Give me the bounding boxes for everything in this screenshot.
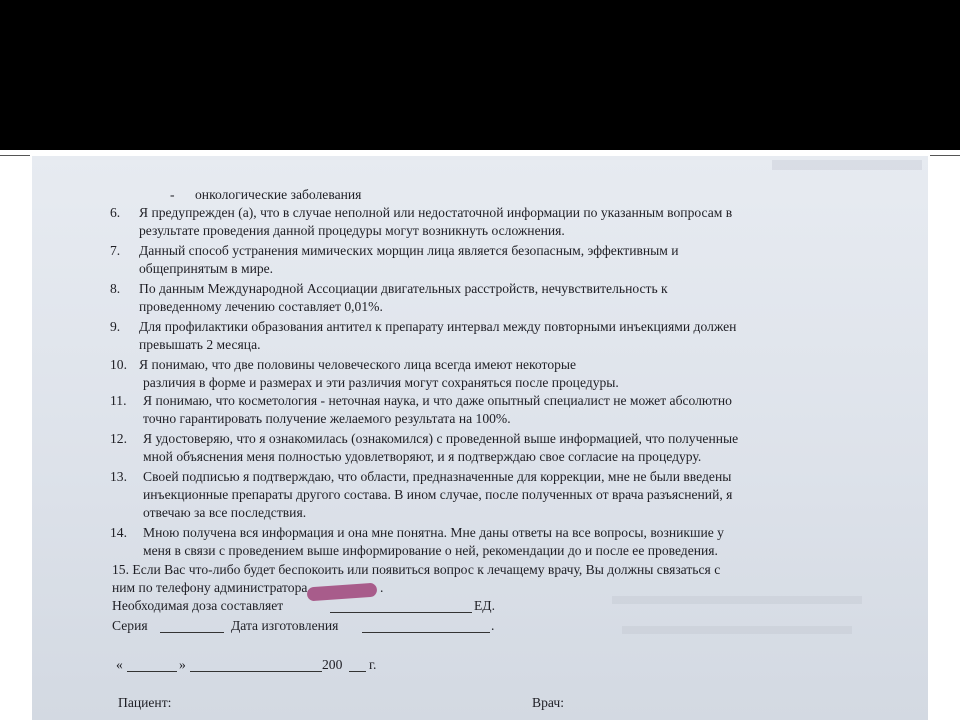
item-12-line-1: Я удостоверяю, что я ознакомилась (ознакомился) с проведенной выше информацией, что полученные	[143, 431, 739, 446]
item-13-line-3: отвечаю за все последствия.	[143, 505, 307, 520]
item-11-line-1: Я понимаю, что косметология - неточная наука, и что даже опытный специалист не может абсолютно	[143, 393, 732, 408]
series-label: Серия	[112, 618, 148, 633]
top-black-band	[0, 0, 960, 150]
doctor-label: Врач:	[532, 695, 564, 710]
patient-label: Пациент:	[118, 695, 172, 710]
item-7-line-2: общепринятым в мире.	[139, 261, 274, 276]
item-12-line-2: мной объяснения меня полностью удовлетворяют, и я подтверждаю свое согласие на процедуру.	[143, 449, 702, 464]
item-8-line-2: проведенному лечению составляет 0,01%.	[139, 299, 383, 314]
scanned-document	[32, 156, 928, 720]
item-14-line-1: Мною получена вся информация и она мне понятна. Мне даны ответы на все вопросы, возникшие у	[143, 525, 724, 540]
month-blank	[190, 658, 322, 672]
year-suffix: г.	[369, 657, 377, 672]
date-quote-close: »	[179, 657, 186, 672]
item-13-line-2: инъекционные препараты другого состава. В ином случае, после полученных от врача разъяснений, я	[143, 487, 733, 502]
item-7-number: 7.	[110, 243, 121, 258]
item-10-line-1: Я понимаю, что две половины человеческого лица всегда имеют некоторые	[139, 357, 577, 372]
series-blank	[160, 619, 224, 633]
item-15-line-2: ним по телефону администратора	[112, 580, 308, 595]
item-6-line-2: результате проведения данной процедуры могут возникнуть осложнения.	[139, 223, 565, 238]
slide-rule-left	[0, 155, 30, 156]
item-8-number: 8.	[110, 281, 121, 296]
item-6-number: 6.	[110, 205, 121, 220]
manufacture-date-blank	[362, 619, 490, 633]
item-13-line-1: Своей подписью я подтверждаю, что области, предназначенные для коррекции, мне не были введены	[143, 469, 732, 484]
day-blank	[127, 658, 177, 672]
item-13-number: 13.	[110, 469, 127, 484]
item-14-number: 14.	[110, 525, 127, 540]
item-9-number: 9.	[110, 319, 121, 334]
year-prefix: 200	[322, 657, 343, 672]
item-10-number: 10.	[110, 357, 127, 372]
slide-rule-right	[930, 155, 960, 156]
item-14-line-2: меня в связи с проведением выше информирование о ней, рекомендации до и после ее проведения.	[143, 543, 718, 558]
manufacture-date-label: Дата изготовления	[231, 618, 339, 633]
item-11-number: 11.	[110, 393, 127, 408]
date-quote-open: «	[116, 657, 123, 672]
item-15-end: .	[380, 580, 384, 595]
item-15-line-1: 15. Если Вас что-либо будет беспокоить или появиться вопрос к лечащему врачу, Вы должны связаться с	[112, 562, 721, 577]
item-10-line-2: различия в форме и размерах и эти различия могут сохраняться после процедуры.	[143, 375, 619, 390]
list-item-dash: онкологические заболевания	[195, 187, 362, 202]
item-8-line-1: По данным Международной Ассоциации двигательных расстройств, нечувствительность к	[139, 281, 668, 296]
item-11-line-2: точно гарантировать получение желаемого результата на 100%.	[143, 411, 511, 426]
item-9-line-1: Для профилактики образования антител к препарату интервал между повторными инъекциями должен	[139, 319, 737, 334]
dose-label: Необходимая доза составляет	[112, 598, 284, 613]
dash-marker: -	[170, 187, 175, 202]
item-7-line-1: Данный способ устранения мимических морщин лица является безопасным, эффективным и	[139, 243, 679, 258]
manufacture-date-end: .	[491, 618, 495, 633]
year-blank	[349, 658, 366, 672]
dose-unit: ЕД.	[474, 598, 495, 613]
item-12-number: 12.	[110, 431, 127, 446]
item-6-line-1: Я предупрежден (а), что в случае неполной или недостаточной информации по указанным вопросам в	[139, 205, 733, 220]
item-9-line-2: превышать 2 месяца.	[139, 337, 261, 352]
consent-text	[32, 156, 928, 720]
dose-blank	[330, 599, 472, 613]
